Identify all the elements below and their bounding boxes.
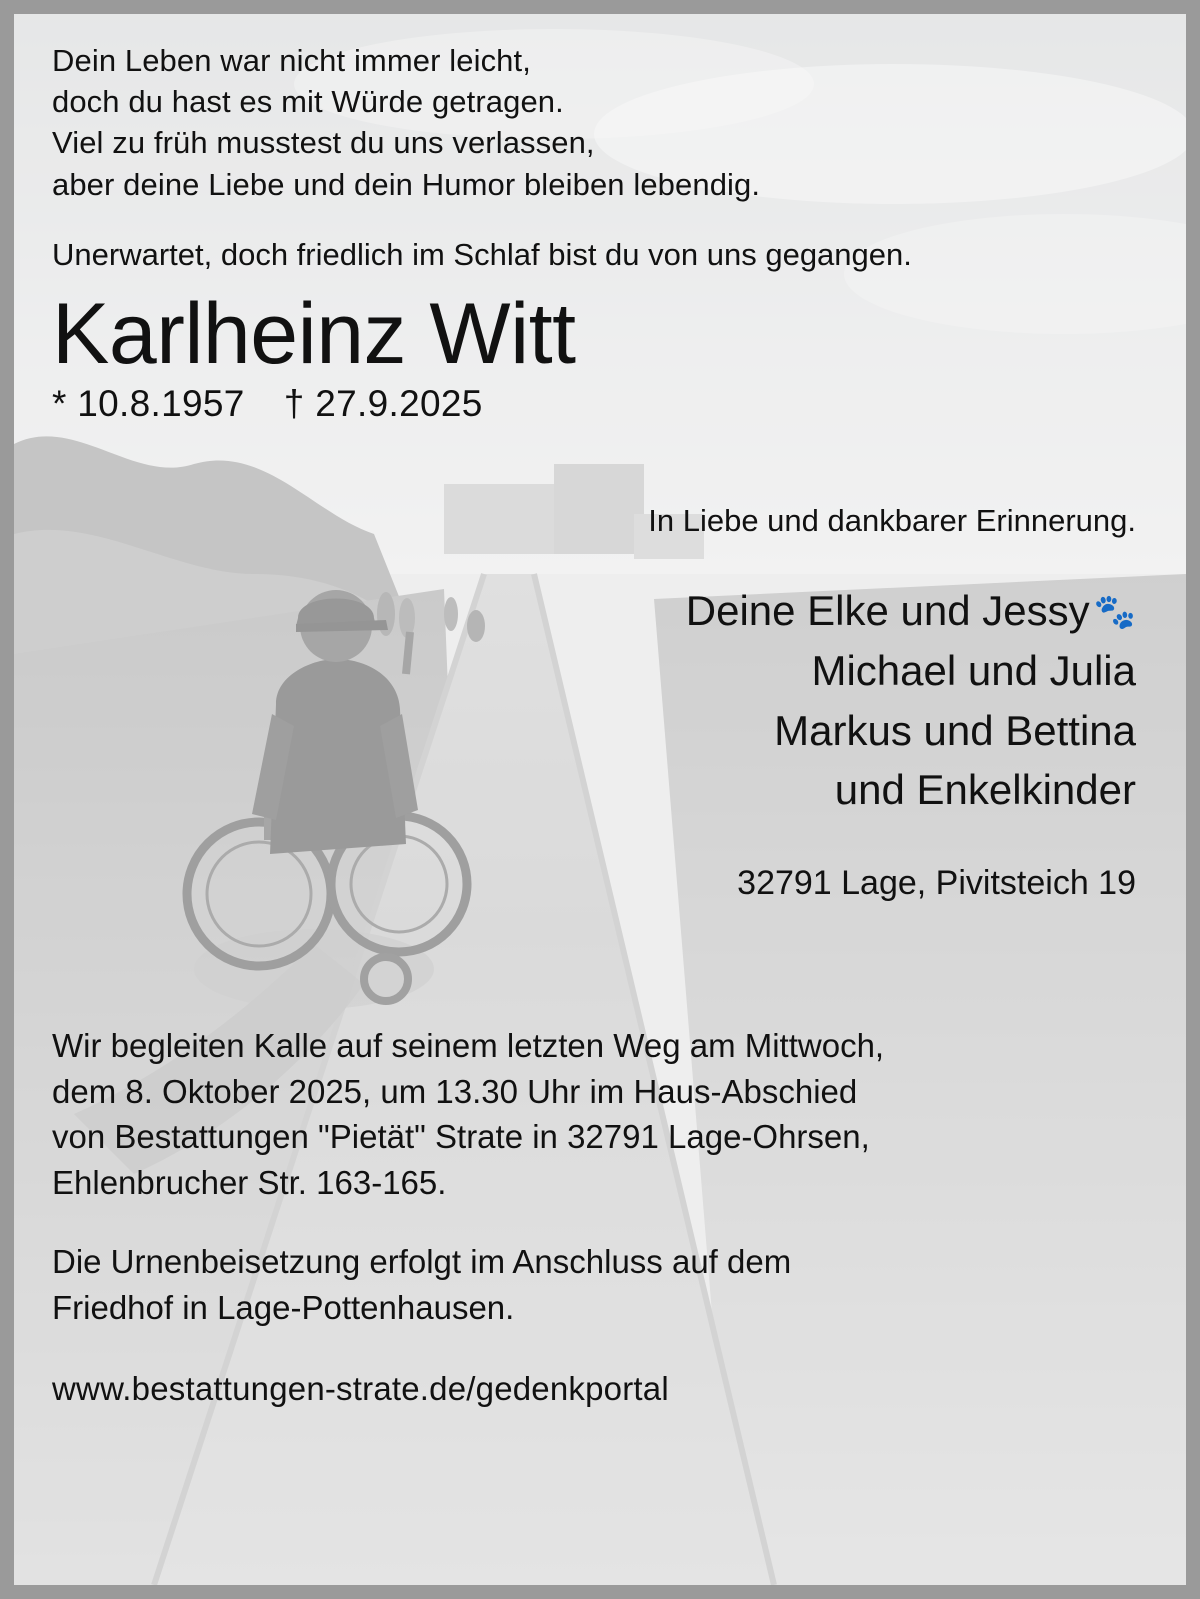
- death-symbol: †: [283, 383, 305, 425]
- verse-line: doch du hast es mit Würde getragen.: [52, 84, 564, 120]
- verse-line: aber deine Liebe und dein Humor bleiben lebendig.: [52, 166, 761, 202]
- burial-line: Friedhof in Lage-Pottenhausen.: [52, 1288, 515, 1326]
- funeral-line: Ehlenbrucher Str. 163-165.: [52, 1163, 447, 1201]
- memory-line: In Liebe und dankbarer Erinnerung.: [648, 503, 1136, 539]
- verse-line: Viel zu früh musstest du uns verlassen,: [52, 125, 595, 161]
- funeral-notice: [52, 1023, 1142, 1205]
- paw-print-icon: 🐾: [1093, 593, 1136, 632]
- family-line-text: Deine Elke und Jessy: [685, 587, 1090, 635]
- family-address: 32791 Lage, Pivitsteich 19: [737, 863, 1136, 902]
- obituary-content: [14, 14, 1186, 1585]
- verse-line: Dein Leben war nicht immer leicht,: [52, 43, 531, 78]
- family-line: Markus und Bettina: [774, 706, 1136, 754]
- family-line: Michael und Julia: [811, 647, 1136, 695]
- family-line: [52, 581, 1136, 641]
- death-date: 27.9.2025: [315, 383, 483, 425]
- funeral-line: von Bestattungen "Pietät" Strate in 32791 Lage-Ohrsen,: [52, 1118, 870, 1156]
- passing-note: Unerwartet, doch friedlich im Schlaf bist du von uns gegangen.: [52, 236, 912, 272]
- memorial-website-link[interactable]: www.bestattungen-strate.de/gedenkportal: [52, 1370, 669, 1408]
- burial-notice: [52, 1239, 1142, 1330]
- deceased-name: Karlheinz Witt: [52, 286, 576, 383]
- birth-date: 10.8.1957: [77, 383, 245, 425]
- funeral-line: Wir begleiten Kalle auf seinem letzten Weg am Mittwoch,: [52, 1026, 885, 1064]
- birth-symbol: *: [52, 383, 67, 425]
- family-line: und Enkelkinder: [834, 766, 1136, 814]
- family-list: [52, 581, 1142, 820]
- memorial-verse: [52, 40, 1142, 205]
- burial-line: Die Urnenbeisetzung erfolgt im Anschluss auf dem: [52, 1243, 792, 1281]
- life-dates: [52, 383, 1142, 425]
- funeral-line: dem 8. Oktober 2025, um 13.30 Uhr im Haus-Abschied: [52, 1072, 858, 1110]
